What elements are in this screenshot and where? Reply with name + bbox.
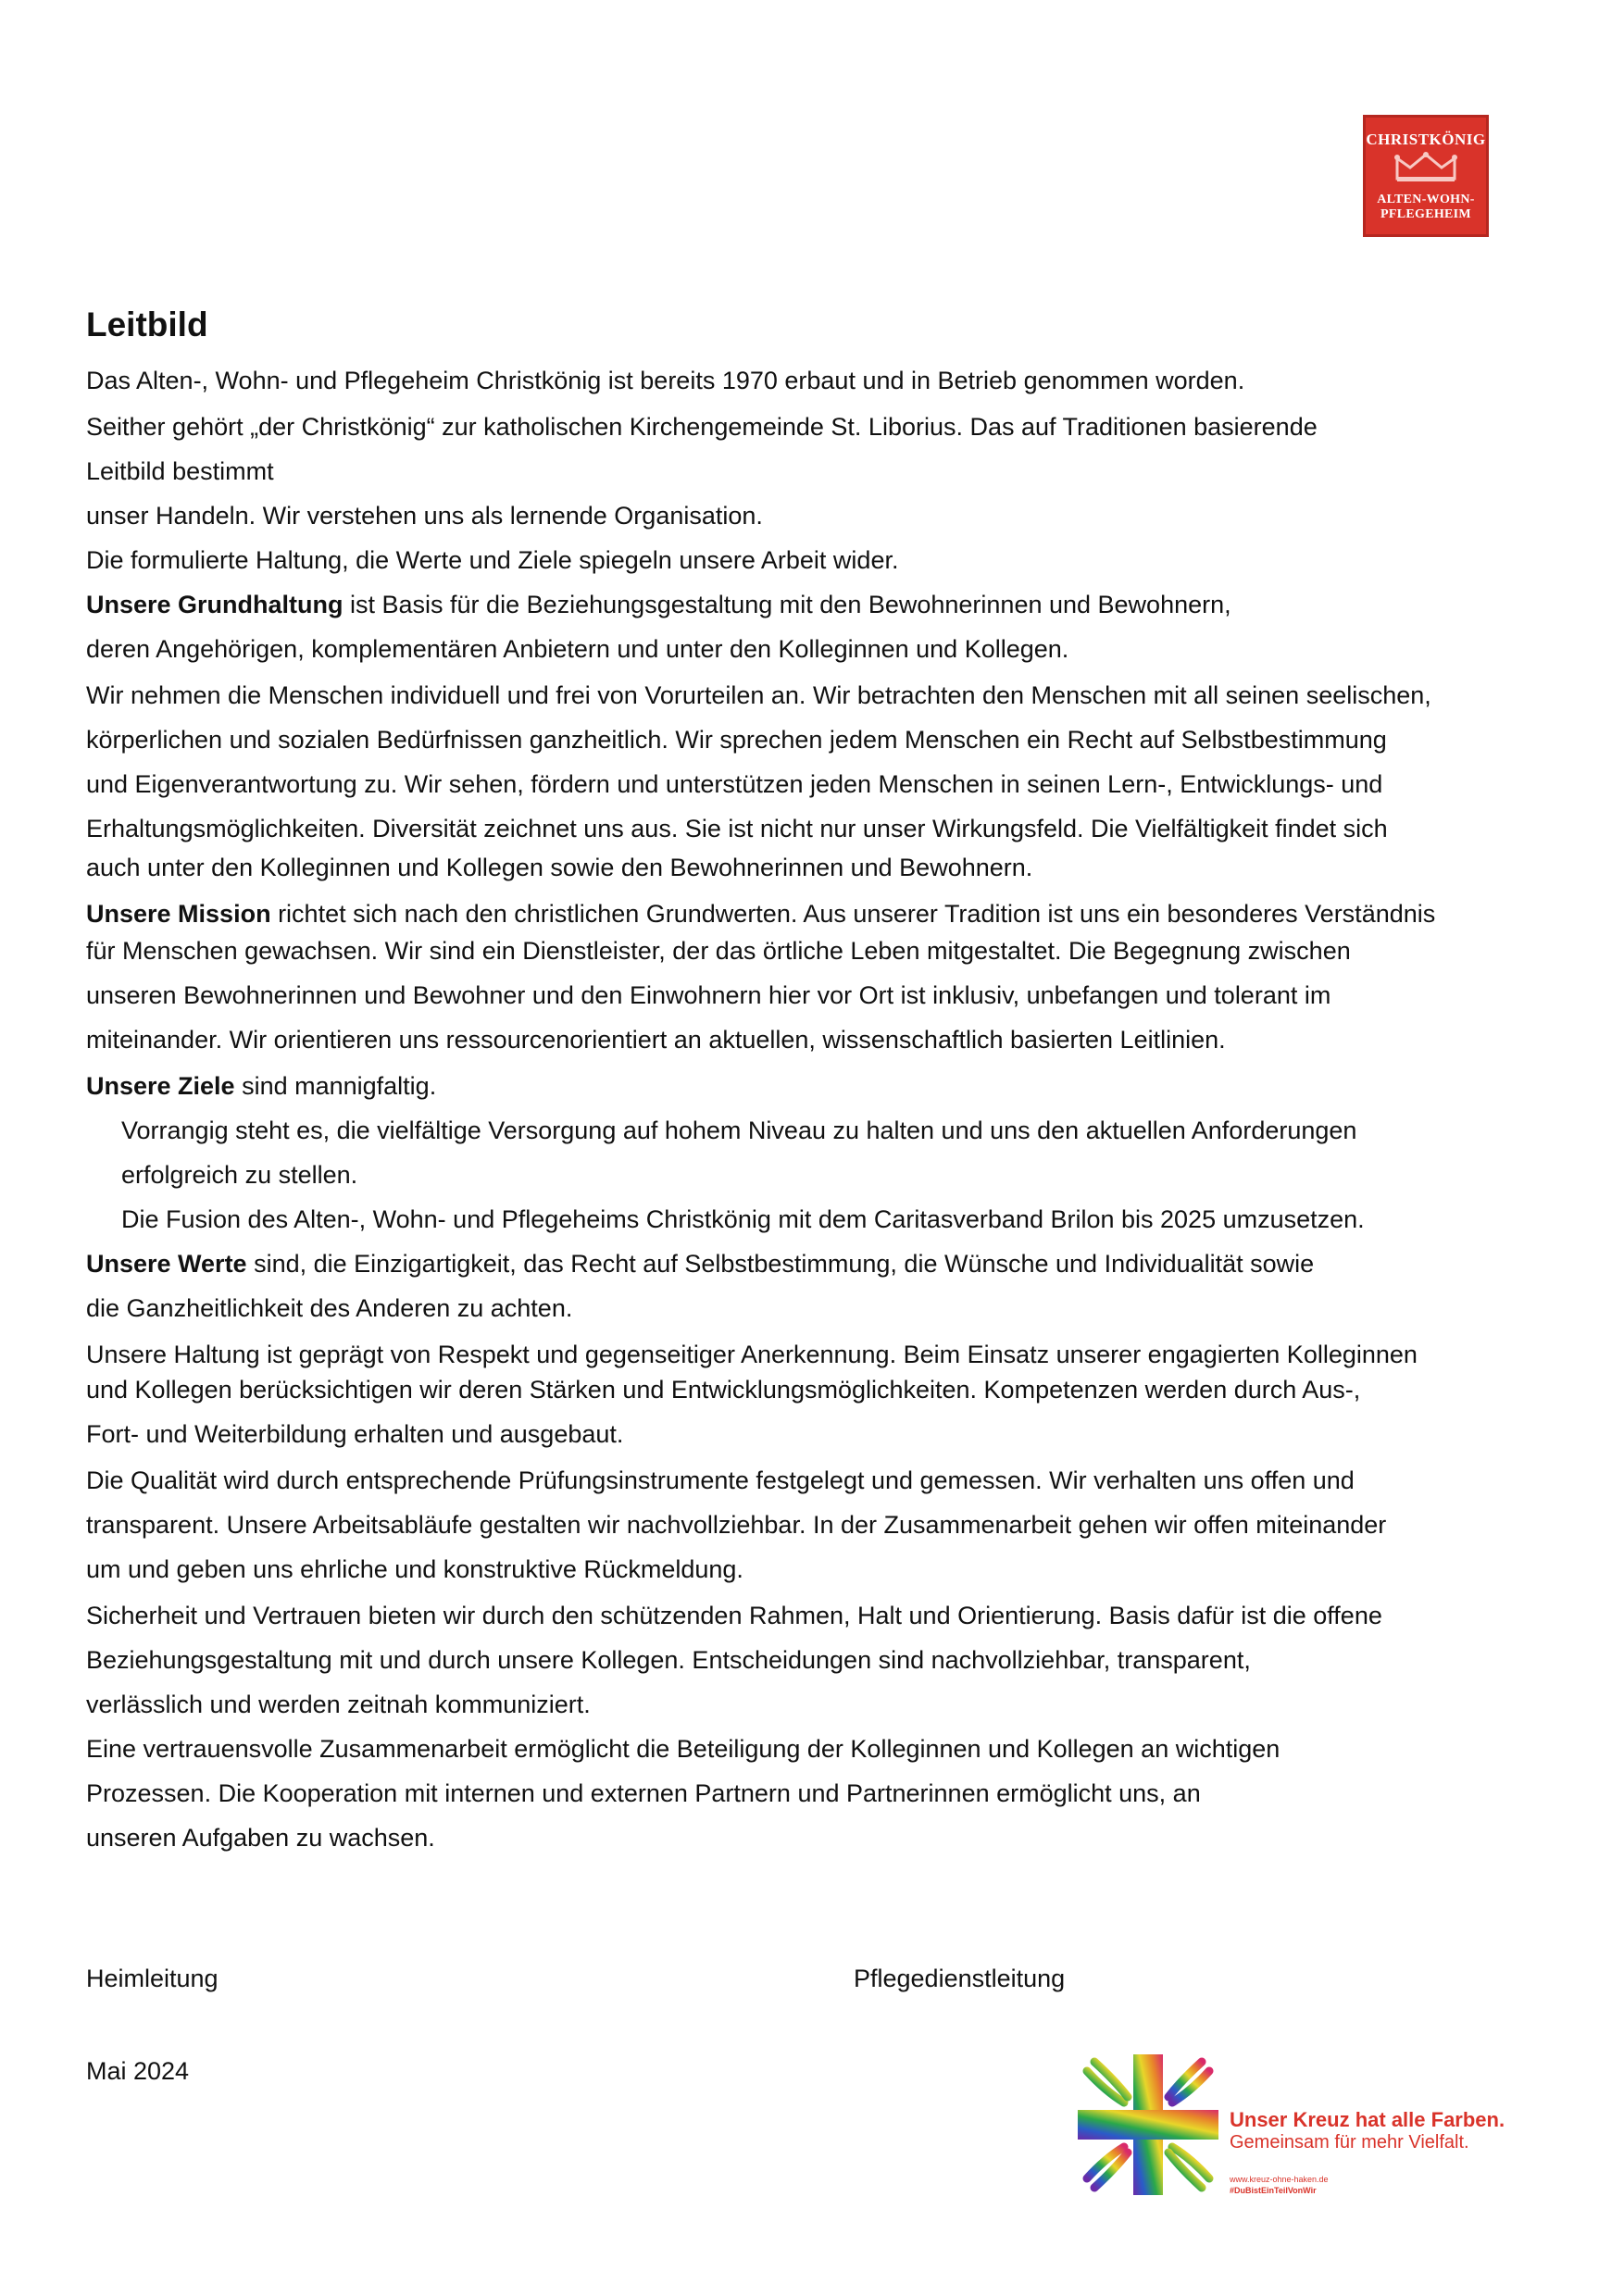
body-line-text: sind, die Einzigartigkeit, das Recht auf Selbstbestimmung, die Wünsche und Individualität sowie [246, 1250, 1315, 1278]
body-line-text: Prozessen. Die Kooperation mit internen und externen Partnern und Partnerinnen ermöglicht uns, an [86, 1779, 1201, 1807]
body-line-text: um und geben uns ehrliche und konstruktive Rückmeldung. [86, 1555, 743, 1583]
body-line-text: unseren Bewohnerinnen und Bewohner und den Einwohnern hier vor Ort ist inklusiv, unbefangen und tolerant im [86, 981, 1331, 1009]
document-date: Mai 2024 [86, 2057, 190, 2085]
body-line-text: auch unter den Kolleginnen und Kollegen sowie den Bewohnerinnen und Bewohnern. [86, 854, 1033, 881]
campaign-url: www.kreuz-ohne-haken.de [1230, 2175, 1329, 2184]
body-line-text: und Kollegen berücksichtigen wir deren Stärken und Entwicklungsmöglichkeiten. Kompetenzen werden durch Aus-, [86, 1376, 1361, 1404]
body-line-text: Eine vertrauensvolle Zusammenarbeit ermöglicht die Beteiligung der Kolleginnen und Kollegen an wichtigen [86, 1735, 1280, 1763]
body-line-text: für Menschen gewachsen. Wir sind ein Dienstleister, der das örtliche Leben mitgestaltet. Die Begegnung zwischen [86, 937, 1351, 965]
body-line-text: Fort- und Weiterbildung erhalten und ausgebaut. [86, 1420, 624, 1448]
section-heading: Unsere Mission [86, 900, 271, 928]
body-line [86, 1376, 1360, 1404]
signature-heimleitung: Heimleitung [86, 1965, 219, 1992]
body-line-text: verlässlich und werden zeitnah kommuniziert. [86, 1691, 591, 1718]
body-line [86, 367, 1244, 394]
crown-icon [1393, 151, 1458, 184]
body-line [86, 1026, 1226, 1054]
logo-line-1: CHRISTKÖNIG [1366, 131, 1486, 148]
christkoenig-logo [1363, 115, 1489, 237]
section-heading: Unsere Grundhaltung [86, 591, 344, 618]
body-line-text: unseren Aufgaben zu wachsen. [86, 1824, 435, 1852]
body-line-text: Unsere Haltung ist geprägt von Respekt und gegenseitiger Anerkennung. Beim Einsatz unserer engagierten Kolleginnen [86, 1341, 1418, 1368]
body-line [86, 1646, 1251, 1674]
body-line [86, 937, 1351, 965]
section-heading: Unsere Ziele [86, 1072, 235, 1100]
body-line [86, 457, 274, 485]
body-line [86, 502, 763, 530]
body-line-text: transparent. Unsere Arbeitsabläufe gestalten wir nachvollziehbar. In der Zusammenarbeit gehen wir offen miteinander [86, 1511, 1387, 1539]
body-line-text: unser Handeln. Wir verstehen uns als lernende Organisation. [86, 502, 763, 530]
body-line-text: Vorrangig steht es, die vielfältige Versorgung auf hohem Niveau zu halten und uns den aktuellen Anforderungen [121, 1117, 1357, 1144]
body-line-text: körperlichen und sozialen Bedürfnissen ganzheitlich. Wir sprechen jedem Menschen ein Recht auf Selbstbestimmung [86, 726, 1387, 754]
body-line [86, 1824, 435, 1852]
body-line-text: sind mannigfaltig. [234, 1072, 437, 1100]
body-line-text: richtet sich nach den christlichen Grundwerten. Aus unserer Tradition ist uns ein besonderes Verständnis [270, 900, 1436, 928]
body-line [86, 770, 1382, 798]
body-line-text: Leitbild bestimmt [86, 457, 274, 485]
body-line [86, 1735, 1280, 1763]
body-line [86, 681, 1431, 709]
body-line [86, 726, 1387, 754]
caritas-campaign-logo [1074, 2051, 1505, 2199]
body-line-text: Die Fusion des Alten-, Wohn- und Pflegeheims Christkönig mit dem Caritasverband Brilon bis 2025 umzusetzen. [121, 1205, 1365, 1233]
body-line [86, 635, 1068, 663]
body-line [86, 1466, 1355, 1494]
body-line [86, 1294, 572, 1322]
logo-line-3: PFLEGEHEIM [1380, 207, 1471, 221]
body-line-text: Sicherheit und Vertrauen bieten wir durch den schützenden Rahmen, Halt und Orientierung. Basis dafür ist die offene [86, 1602, 1382, 1629]
body-line-text: und Eigenverantwortung zu. Wir sehen, fördern und unterstützen jeden Menschen in seinen Lern-, Entwicklungs- und [86, 770, 1383, 798]
body-line [86, 1420, 623, 1448]
body-line [86, 413, 1318, 441]
campaign-subclaim: Gemeinsam für mehr Vielfalt. [1230, 2132, 1469, 2152]
body-line [86, 1341, 1418, 1368]
campaign-hashtag: #DuBistEinTeilVonWir [1230, 2186, 1317, 2195]
body-line [86, 1555, 743, 1583]
body-line [86, 546, 898, 574]
body-line [86, 1511, 1386, 1539]
body-line-text: die Ganzheitlichkeit des Anderen zu achten. [86, 1294, 573, 1322]
body-line [86, 1691, 591, 1718]
body-line-text: Wir nehmen die Menschen individuell und frei von Vorurteilen an. Wir betrachten den Menschen mit all seinen seelischen, [86, 681, 1431, 709]
body-line-text: Das Alten-, Wohn- und Pflegeheim Christkönig ist bereits 1970 erbaut und in Betrieb genommen worden. [86, 367, 1245, 394]
campaign-claim: Unser Kreuz hat alle Farben. [1230, 2108, 1505, 2131]
body-line-text: Erhaltungsmöglichkeiten. Diversität zeichnet uns aus. Sie ist nicht nur unser Wirkungsfeld. Die Vielfältigkeit findet sich [86, 815, 1388, 842]
signature-pflegedienstleitung: Pflegedienstleitung [854, 1965, 1066, 1992]
body-line-text: Die Qualität wird durch entsprechende Prüfungsinstrumente festgelegt und gemessen. Wir verhalten uns offen und [86, 1466, 1355, 1494]
body-line [86, 1779, 1201, 1807]
body-line-text: Die formulierte Haltung, die Werte und Ziele spiegeln unsere Arbeit wider. [86, 546, 899, 574]
body-line [121, 1161, 357, 1189]
body-line [86, 900, 1435, 928]
logo-line-2: ALTEN-WOHN- [1377, 193, 1475, 206]
body-line [121, 1205, 1365, 1233]
body-line-text: deren Angehörigen, komplementären Anbietern und unter den Kolleginnen und Kollegen. [86, 635, 1069, 663]
body-line [86, 815, 1388, 842]
rainbow-cross-icon [1074, 2051, 1222, 2199]
body-line [86, 591, 1231, 618]
body-line-text: ist Basis für die Beziehungsgestaltung mit den Bewohnerinnen und Bewohnern, [343, 591, 1231, 618]
body-line [86, 1250, 1314, 1278]
body-line-text: miteinander. Wir orientieren uns ressourcenorientiert an aktuellen, wissenschaftlich basierten Leitlinien. [86, 1026, 1226, 1054]
section-heading: Unsere Werte [86, 1250, 247, 1278]
body-line [121, 1117, 1356, 1144]
body-line [86, 981, 1330, 1009]
body-line-text: erfolgreich zu stellen. [121, 1161, 358, 1189]
body-line-text: Beziehungsgestaltung mit und durch unsere Kollegen. Entscheidungen sind nachvollziehbar, transparent, [86, 1646, 1251, 1674]
body-line [86, 854, 1032, 881]
body-line-text: Seither gehört „der Christkönig“ zur katholischen Kirchengemeinde St. Liborius. Das auf Traditionen basierende [86, 413, 1318, 441]
page-title: Leitbild [86, 306, 208, 343]
body-line [86, 1602, 1382, 1629]
body-line [86, 1072, 436, 1100]
